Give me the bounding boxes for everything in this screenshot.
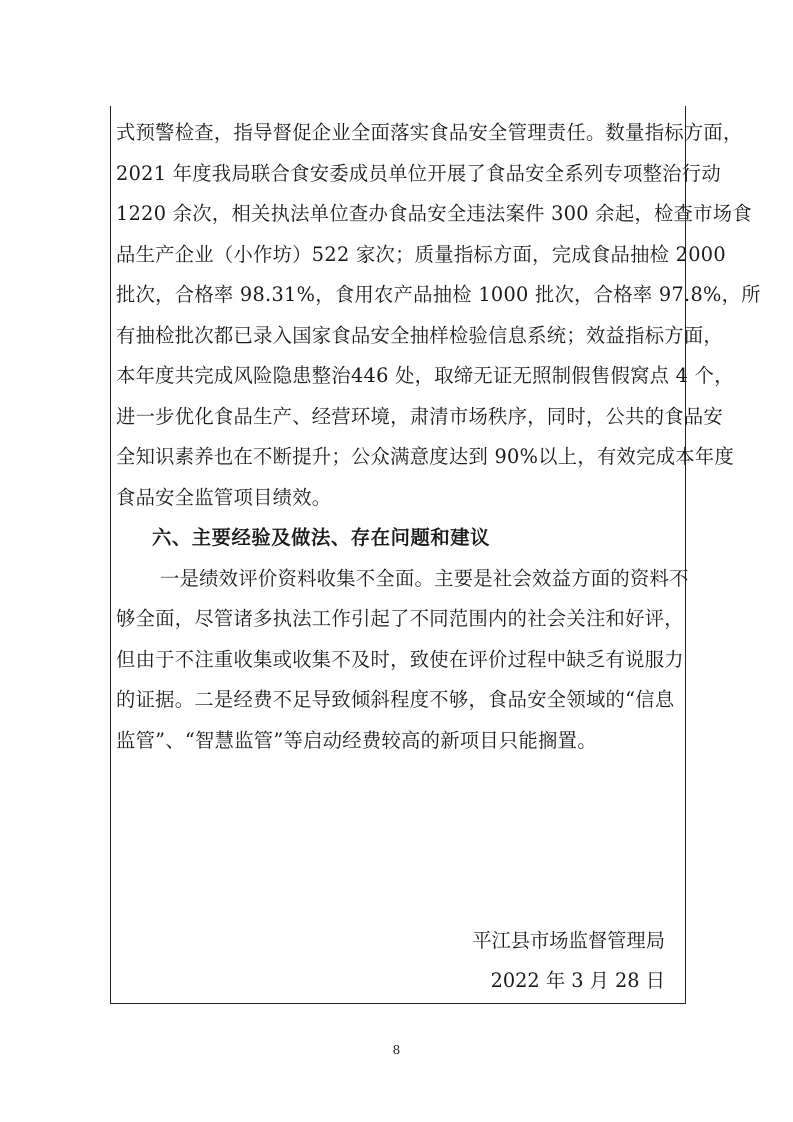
signature-organization: 平江县市场监督管理局	[472, 929, 665, 952]
text-line: 食品安全监管项目绩效。	[116, 486, 332, 509]
text-line: 批次，合格率 98.31%，食用农产品抽检 1000 批次，合格率 97.8%，所	[116, 283, 761, 306]
text-line: 监管”、“智慧监管”等启动经费较高的新项目只能搁置。	[116, 729, 597, 752]
text-line: 品生产企业（小作坊）522 家次；质量指标方面，完成食品抽检 2000	[116, 243, 726, 266]
text-line: 的证据。二是经费不足导致倾斜程度不够，食品安全领域的“信息	[116, 688, 675, 711]
text-line: 但由于不注重收集或收集不及时，致使在评价过程中缺乏有说服力	[116, 648, 684, 671]
text-line: 一是绩效评价资料收集不全面。主要是社会效益方面的资料不	[160, 567, 689, 590]
text-line: 本年度共完成风险隐患整治446 处，取缔无证无照制假售假窝点 4 个，	[116, 364, 734, 387]
page-number: 8	[392, 1043, 401, 1057]
text-line: 进一步优化食品生产、经营环境，肃清市场秩序，同时，公共的食品安	[116, 405, 724, 428]
text-line: 2021 年度我局联合食安委成员单位开展了食品安全系列专项整治行动	[116, 162, 721, 185]
text-line: 式预警检查，指导督促企业全面落实食品安全管理责任。数量指标方面，	[116, 121, 743, 144]
text-line: 1220 余次，相关执法单位查办食品安全违法案件 300 余起，检查市场食	[116, 202, 752, 225]
signature-date: 2022 年 3 月 28 日	[490, 969, 665, 992]
text-line: 全知识素养也在不断提升；公众满意度达到 90%以上，有效完成本年度	[116, 445, 735, 468]
text-line: 有抽检批次都已录入国家食品安全抽样检验信息系统；效益指标方面，	[116, 324, 724, 347]
text-line: 够全面，尽管诸多执法工作引起了不同范围内的社会关注和好评，	[116, 607, 684, 630]
section-heading: 六、主要经验及做法、存在问题和建议	[152, 526, 490, 549]
